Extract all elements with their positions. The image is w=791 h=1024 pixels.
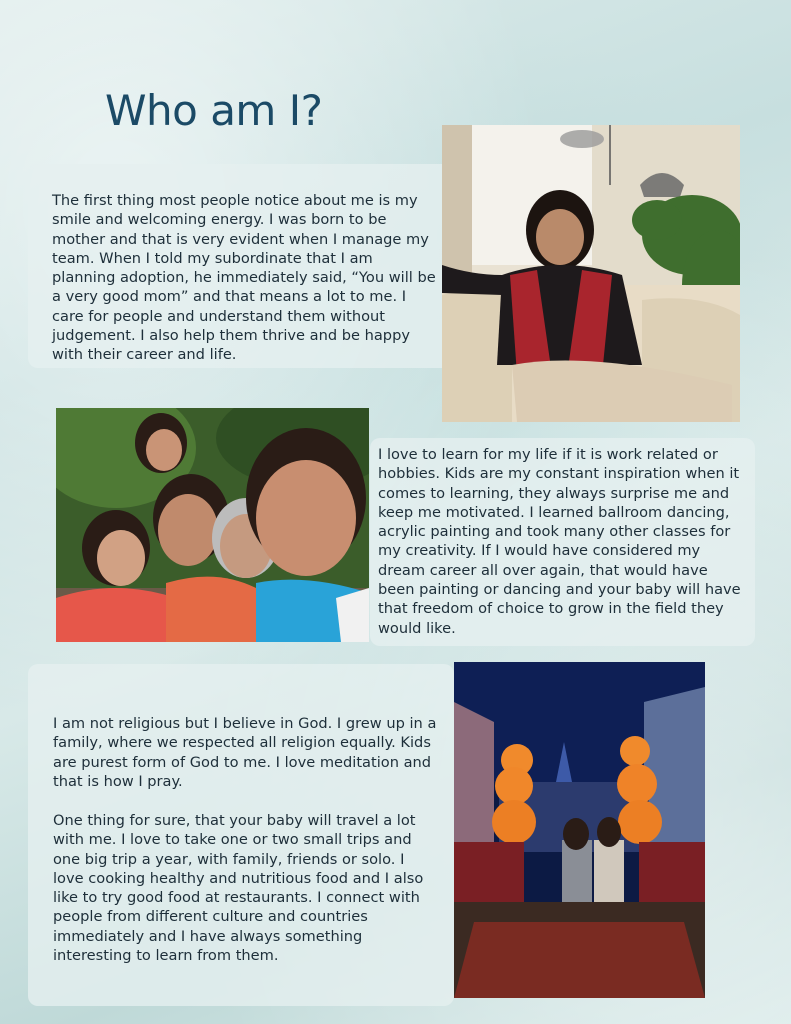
page-title: Who am I? [105, 86, 323, 135]
family-selfie-photo [56, 408, 369, 642]
religion-paragraph: I am not religious but I believe in God. I grew up in a family, where we respected all religion equally. Kids are purest form of God to me. I love meditation and that is how I pray. [53, 715, 437, 790]
disney-halloween-photo [454, 662, 705, 998]
intro-paragraph: The first thing most people notice about me is my smile and welcoming energy. I was born to be mother and that is very evident when I manage my team. When I told my subordinate that I am planning adoption, he immediately said, “You will be a very good mom” and that means a lot to me. I care for people and understand them without judgement. I also help them thrive and be happy with their career and life. [52, 192, 436, 364]
travel-paragraph: One thing for sure, that your baby will travel a lot with me. I love to take one or two small trips and one big trip a year, with family, friends or solo. I love cooking healthy and nutritious food and I also like to try good food at restaurants. I connect with people from different culture and countries immediately and I have always something interesting to learn from them. [53, 812, 424, 965]
portrait-photo [442, 125, 740, 422]
learning-paragraph: I love to learn for my life if it is work related or hobbies. Kids are my constant inspiration when it comes to learning, they always surprise me and keep me motivated. I learned ballroom dancing, acrylic painting and took many other classes for my creativity. If I would have considered my dream career all over again, that would have been painting or dancing and your baby will have that freedom of choice to grow in the field they would like. [378, 446, 741, 637]
